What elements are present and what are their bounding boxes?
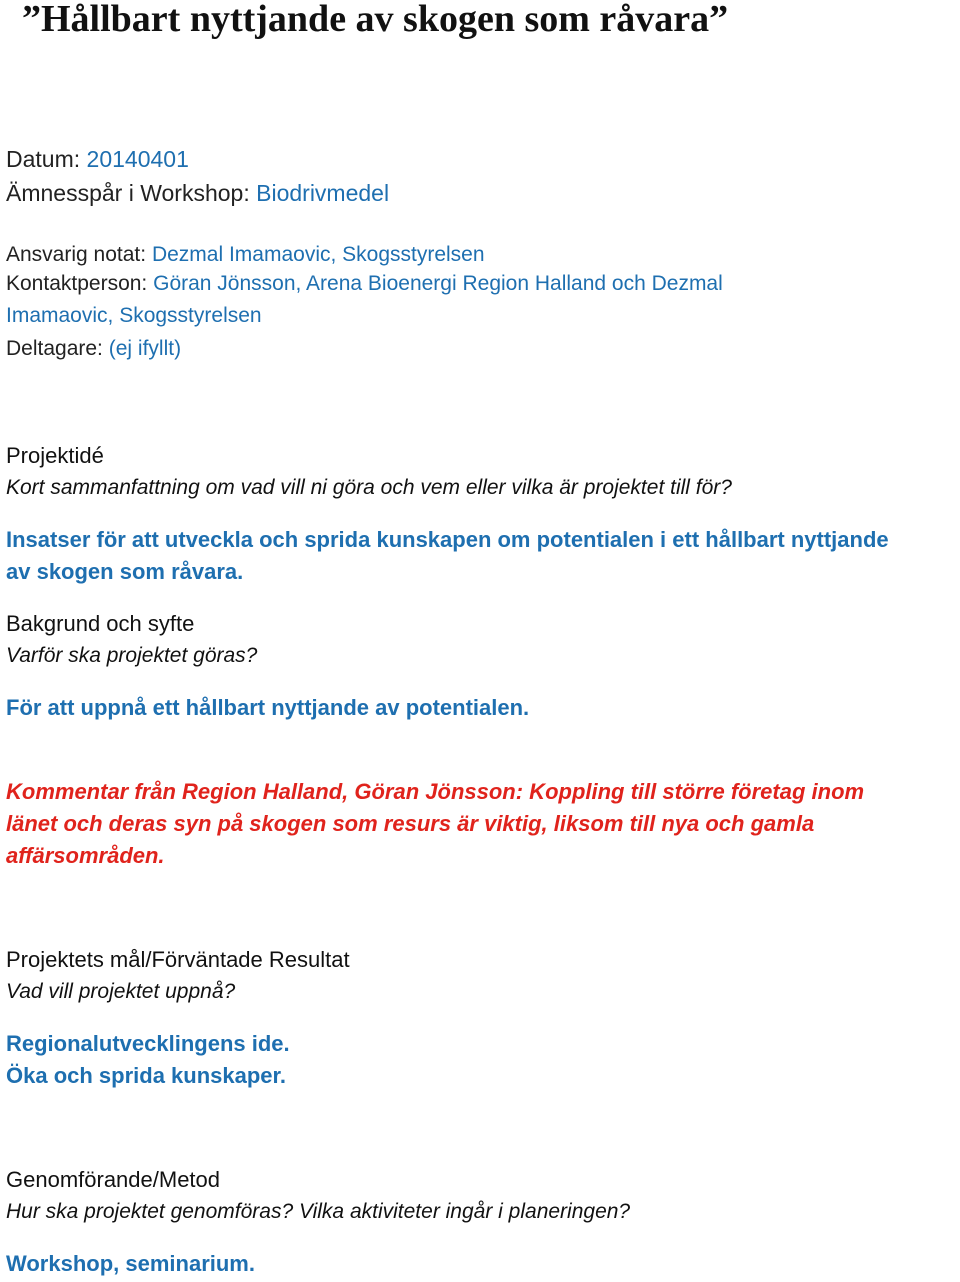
mal-answer-line2: Öka och sprida kunskaper. bbox=[6, 1063, 287, 1088]
title-close-quote: ” bbox=[709, 0, 729, 40]
datum-label: Datum: bbox=[6, 146, 81, 172]
genomforande-answer: Workshop, seminarium. bbox=[6, 1251, 255, 1276]
ansvarig-line bbox=[6, 244, 485, 265]
mal-heading: Projektets mål/Förväntade Resultat bbox=[6, 947, 350, 972]
ansvarig-value: Dezmal Imamaovic, Skogsstyrelsen bbox=[151, 243, 485, 266]
mal-question: Vad vill projektet uppnå? bbox=[6, 980, 236, 1003]
bakgrund-answer: För att uppnå ett hållbart nyttjande av potentialen. bbox=[6, 695, 530, 720]
kontakt-line bbox=[6, 273, 723, 294]
mal-answer-line1: Regionalutvecklingens ide. bbox=[6, 1031, 290, 1056]
projektide-question: Kort sammanfattning om vad vill ni göra och vem eller vilka är projektet till för? bbox=[6, 476, 732, 499]
projektide-answer-line1: Insatser för att utveckla och sprida kunskapen om potentialen i ett hållbart nyttjande bbox=[6, 527, 889, 552]
kontakt-value-line1: Göran Jönsson, Arena Bioenergi Region Halland och Dezmal bbox=[153, 272, 723, 295]
ansvarig-label: Ansvarig notat: bbox=[6, 243, 147, 266]
bakgrund-question: Varför ska projektet göras? bbox=[6, 644, 258, 667]
datum-line bbox=[6, 148, 189, 171]
genomforande-question: Hur ska projektet genomföras? Vilka aktiviteter ingår i planeringen? bbox=[6, 1200, 631, 1223]
amne-label: Ämnesspår i Workshop: bbox=[6, 180, 250, 206]
bakgrund-heading: Bakgrund och syfte bbox=[6, 611, 195, 636]
datum-value: 20140401 bbox=[86, 146, 189, 172]
kontakt-label: Kontaktperson: bbox=[6, 272, 148, 295]
deltagare-value: (ej ifyllt) bbox=[108, 337, 182, 360]
amne-value: Biodrivmedel bbox=[256, 180, 390, 206]
kontakt-value-line2: Imamaovic, Skogsstyrelsen bbox=[6, 304, 262, 327]
projektide-answer-line2: av skogen som råvara. bbox=[6, 559, 244, 584]
document-title bbox=[22, 0, 728, 38]
title-open-quote: ” bbox=[22, 0, 41, 40]
kommentar-line2: länet och deras syn på skogen som resurs är viktig, liksom till nya och gamla bbox=[6, 811, 815, 836]
kommentar-line1: Kommentar från Region Halland, Göran Jönsson: Koppling till större företag inom bbox=[6, 779, 865, 804]
kommentar-line3: affärsområden. bbox=[6, 843, 165, 868]
projektide-heading: Projektidé bbox=[6, 443, 104, 468]
amne-line bbox=[6, 182, 389, 205]
title-text: Hållbart nyttjande av skogen som råvara bbox=[41, 0, 710, 40]
genomforande-heading: Genomförande/Metod bbox=[6, 1167, 221, 1192]
deltagare-line bbox=[6, 338, 181, 359]
deltagare-label: Deltagare: bbox=[6, 337, 103, 360]
